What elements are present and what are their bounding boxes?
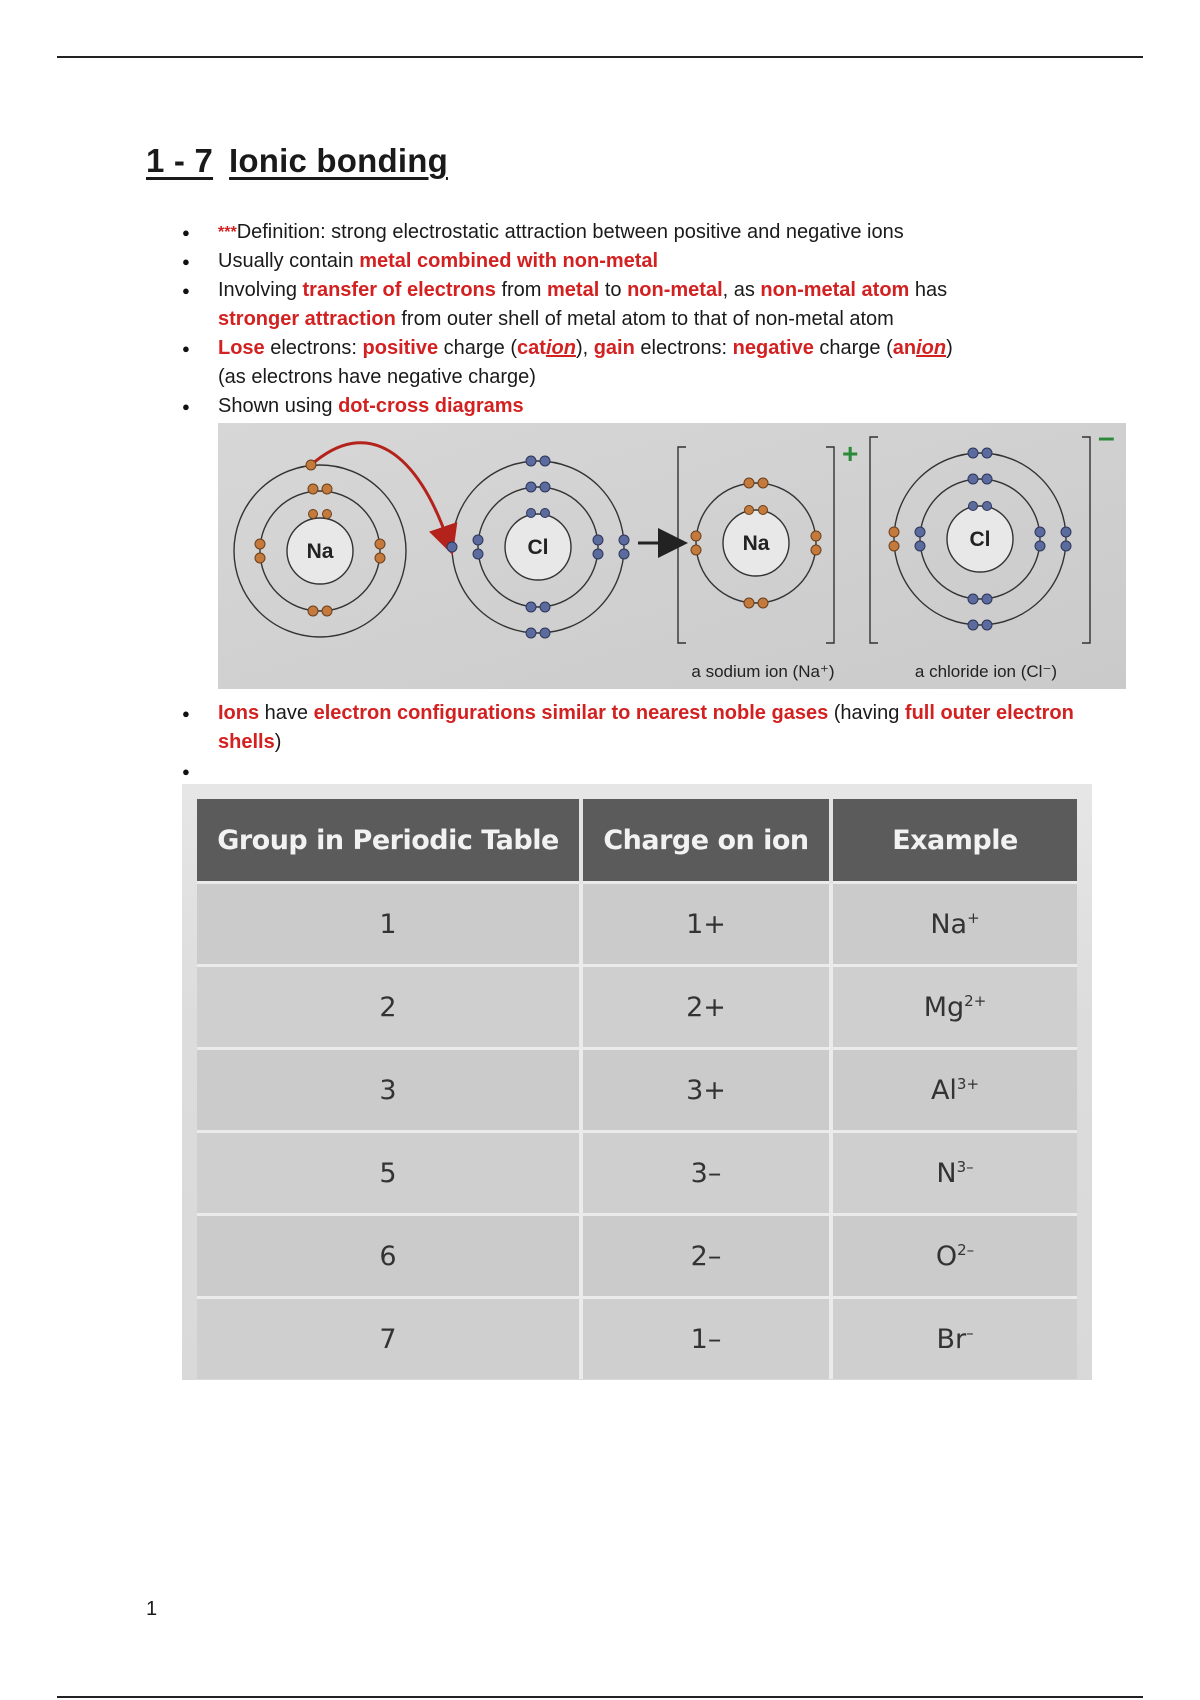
cell-example: $N^{3-}$ — [831, 1132, 1077, 1215]
cell-charge: 2+ — [581, 966, 831, 1049]
cell-group: 3 — [197, 1049, 581, 1132]
cell-example: $Al^{3+}$ — [831, 1049, 1077, 1132]
cl-ion-label: Cl — [969, 528, 991, 551]
table-row — [197, 1132, 1077, 1215]
cell-example: Na+ — [831, 883, 1077, 966]
list-item: ● Usually contain metal combined with non-metal — [180, 247, 1080, 276]
plus-charge: + — [842, 438, 859, 469]
cell-group: 7 — [197, 1298, 581, 1380]
cell-example: $O^{2-}$ — [831, 1215, 1077, 1298]
cell-charge: 1– — [581, 1298, 831, 1380]
list-item: ● ***Definition: strong electrostatic attraction between positive and negative ions — [180, 218, 1080, 247]
ion-charge-table-image — [182, 784, 1092, 1380]
dot-cross-diagram — [218, 423, 1126, 689]
cell-group: 6 — [197, 1215, 581, 1298]
cell-example: $Mg^{2+}$ — [831, 966, 1077, 1049]
top-rule — [57, 56, 1143, 58]
list-item: ● Ions have electron configurations similar to nearest noble gases (having full outer electron shells) — [180, 699, 1080, 757]
list-item: ● Shown using dot-cross diagrams Na Cl Na Cl + – a sodium ion (Na⁺) a chloride ion (Cl⁻) — [180, 392, 1080, 689]
na-ion-label: Na — [742, 532, 770, 555]
cell-group: 1 — [197, 883, 581, 966]
cell-group: 5 — [197, 1132, 581, 1215]
na-atom-label: Na — [306, 540, 334, 563]
header-group: Group in Periodic Table — [197, 799, 581, 883]
list-item: ● Involving transfer of electrons from metal to non-metal, as non-metal atom has stronger attraction from outer shell of metal atom to that of non-metal atom — [180, 276, 1080, 334]
cell-charge: 3+ — [581, 1049, 831, 1132]
table-row — [197, 1298, 1077, 1380]
table-row — [197, 966, 1077, 1049]
list-item: ● Lose electrons: positive charge (cation), gain electrons: negative charge (anion) (as electrons have negative charge) — [180, 334, 1080, 392]
sodium-ion-caption: a sodium ion (Na⁺) — [691, 662, 835, 681]
page-number: 1 — [146, 1598, 158, 1620]
cell-example: Br– — [831, 1298, 1077, 1380]
cell-group: 2 — [197, 966, 581, 1049]
cl-atom-label: Cl — [527, 536, 549, 559]
header-example: Example — [831, 799, 1077, 883]
table-header-row — [197, 799, 1077, 883]
header-charge: Charge on ion — [581, 799, 831, 883]
ion-charge-table — [197, 799, 1077, 1379]
table-row — [197, 1049, 1077, 1132]
bottom-rule — [57, 1696, 1143, 1698]
page-title: 1 - 7 Ionic bonding — [146, 142, 448, 179]
table-row — [197, 1215, 1077, 1298]
notes-list — [180, 218, 1115, 786]
table-row — [197, 883, 1077, 966]
list-item-empty — [180, 757, 1080, 786]
cell-charge: 3– — [581, 1132, 831, 1215]
cell-charge: 2– — [581, 1215, 831, 1298]
chloride-ion-caption: a chloride ion (Cl⁻) — [914, 662, 1058, 681]
cell-charge: 1+ — [581, 883, 831, 966]
minus-charge: – — [1098, 423, 1115, 454]
